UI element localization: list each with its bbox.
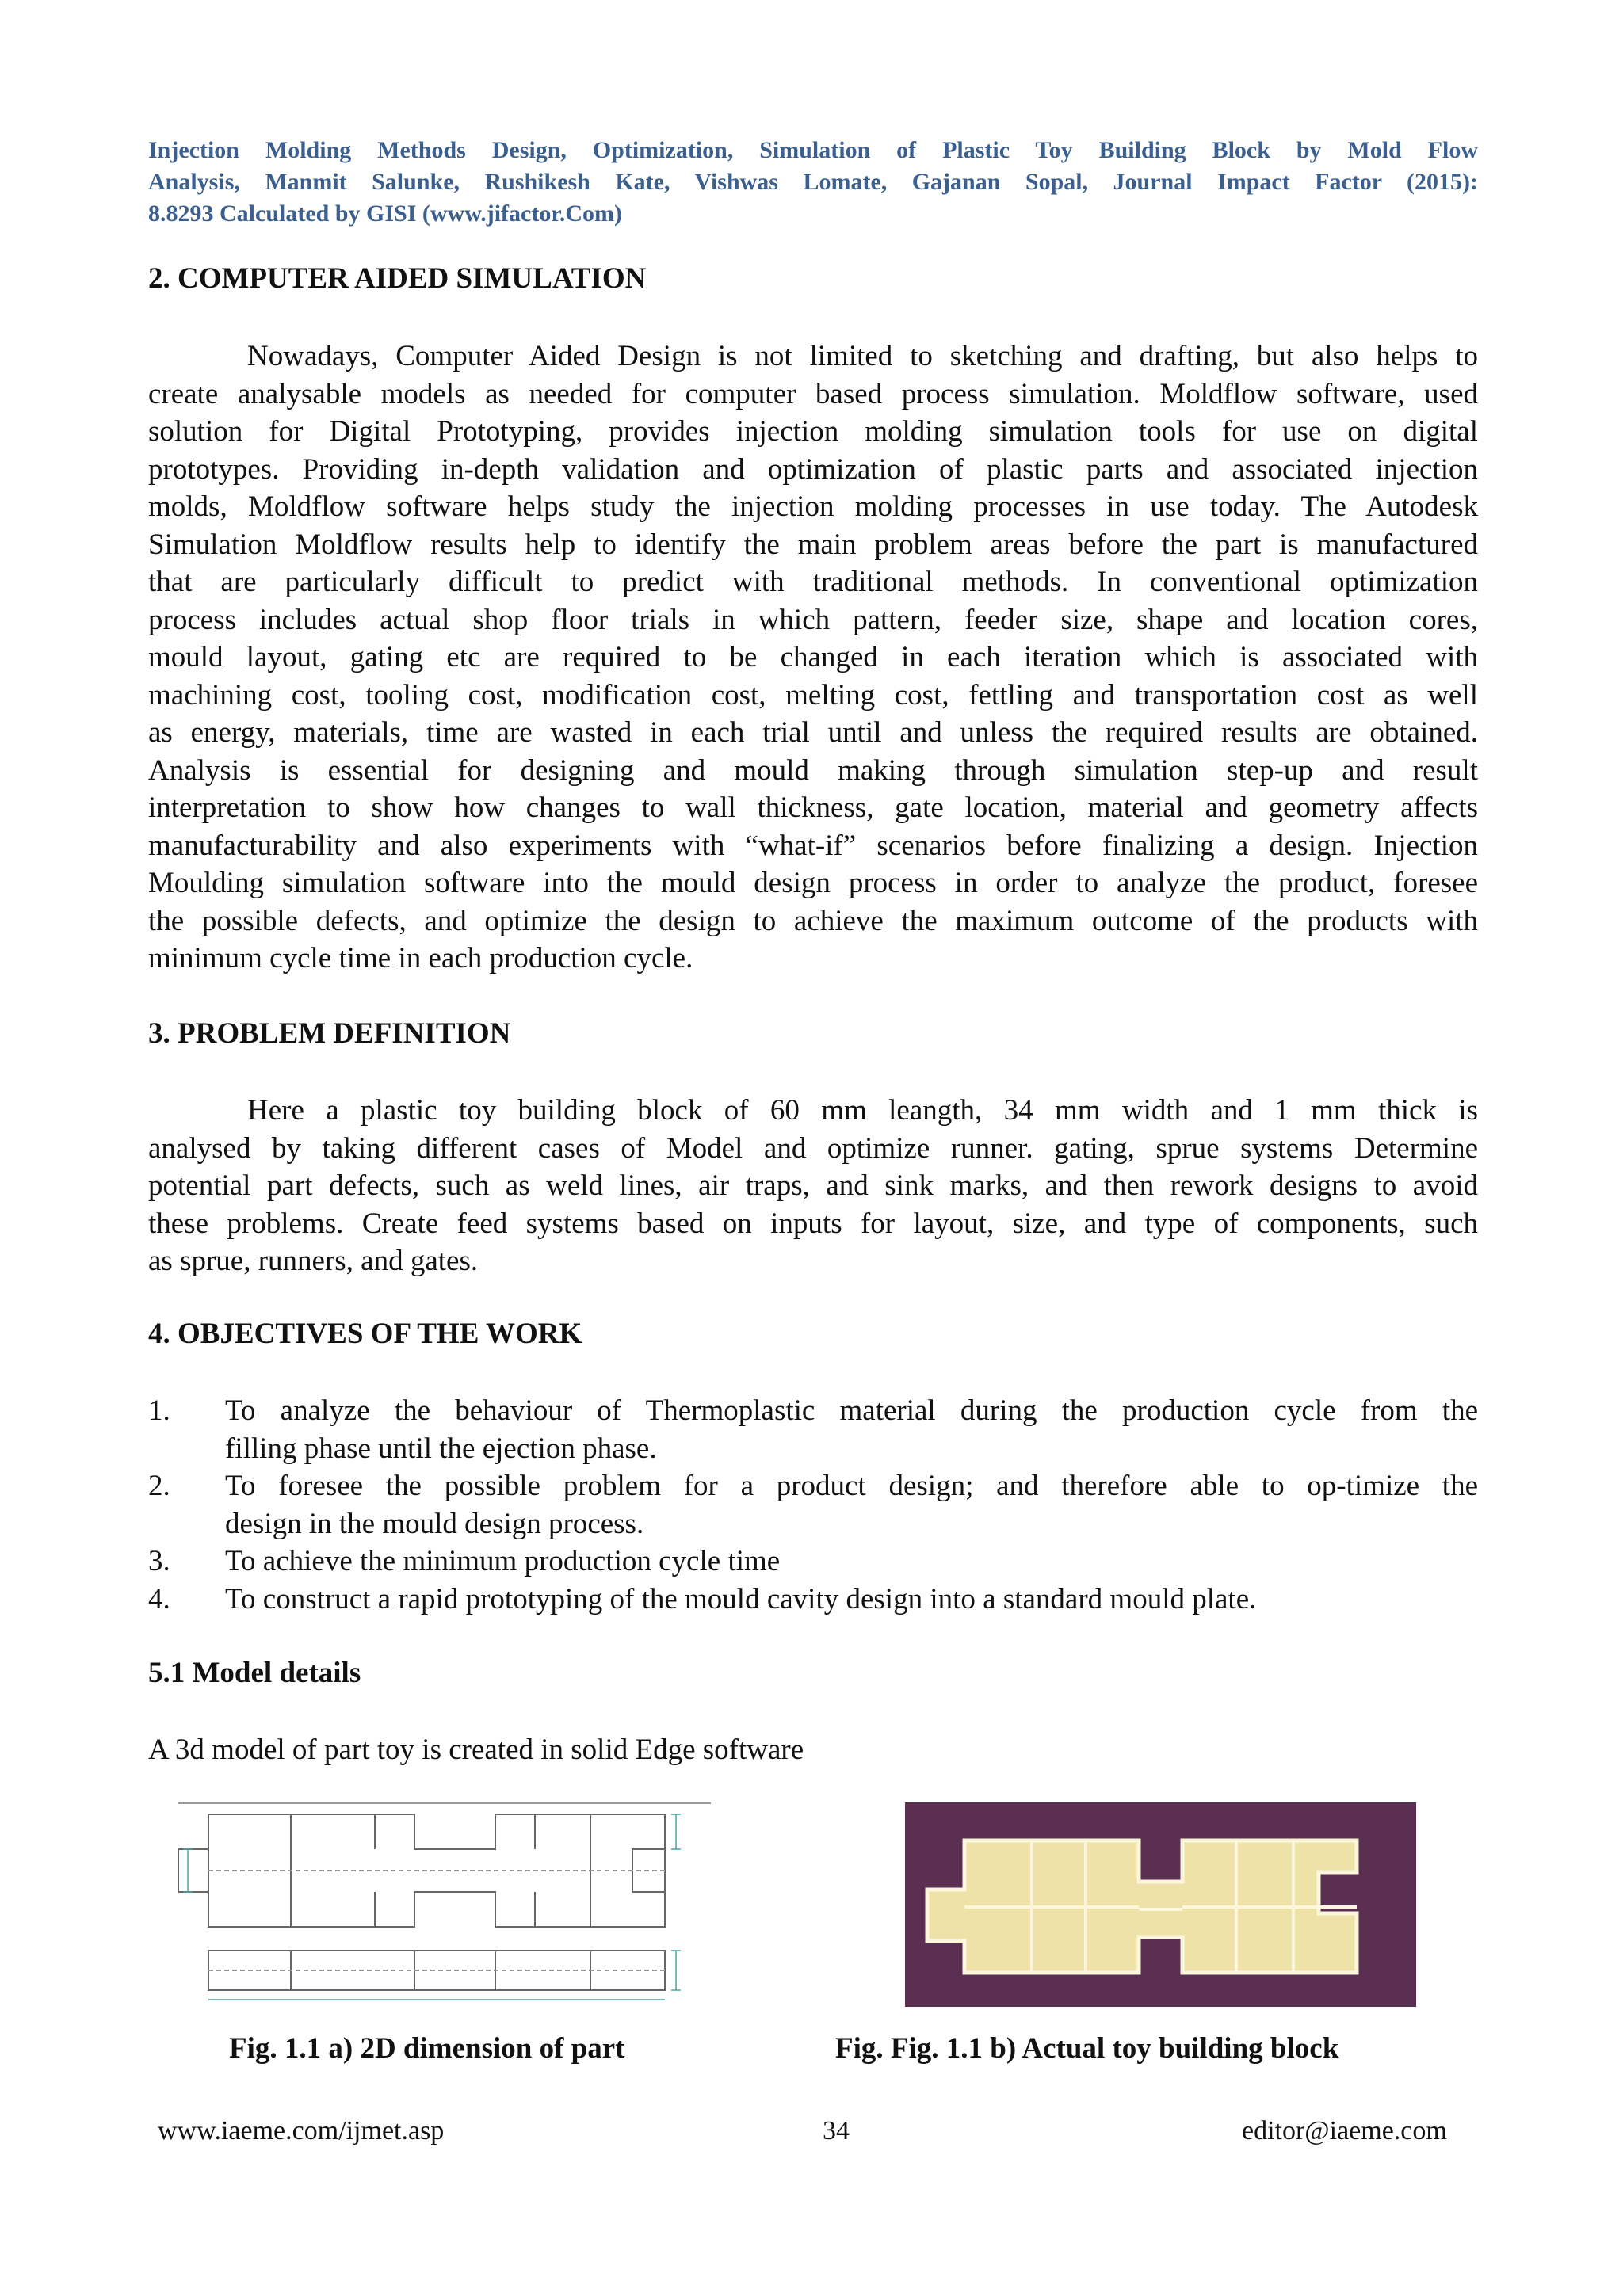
section-4-heading: 4. OBJECTIVES OF THE WORK bbox=[148, 1318, 582, 1350]
running-header bbox=[148, 135, 1478, 230]
list-item bbox=[148, 1581, 1478, 1619]
section-5-1-heading: 5.1 Model details bbox=[148, 1657, 361, 1689]
text-line: mould layout, gating etc are required to be changed in each iteration which is associated with bbox=[148, 641, 1478, 673]
page-number: 34 bbox=[823, 2116, 850, 2145]
text-line: process includes actual shop floor trials in which pattern, feeder size, shape and location cores, bbox=[148, 603, 1478, 636]
text-line: design in the mould design process. bbox=[225, 1507, 644, 1540]
text-line: To analyze the behaviour of Thermoplastic material during the production cycle from the bbox=[225, 1394, 1478, 1427]
text-line: To foresee the possible problem for a product design; and therefore able to op-timize the bbox=[225, 1470, 1478, 1502]
section-2-heading: 2. COMPUTER AIDED SIMULATION bbox=[148, 262, 647, 295]
text-line: Nowadays, Computer Aided Design is not limited to sketching and drafting, but also helps to bbox=[247, 340, 1478, 372]
footer-email: editor@iaeme.com bbox=[1242, 2116, 1447, 2145]
text-line: A 3d model of part toy is created in solid Edge software bbox=[148, 1733, 804, 1766]
header-line: Analysis, Manmit Salunke, Rushikesh Kate, Vishwas Lomate, Gajanan Sopal, Journal Impact Factor (2015): bbox=[148, 169, 1478, 195]
footer-website: www.iaeme.com/ijmet.asp bbox=[158, 2116, 445, 2145]
text-line: Analysis is essential for designing and mould making through simulation step-up and result bbox=[148, 753, 1478, 787]
figure-2d-dimension-drawing bbox=[178, 1800, 717, 2006]
text-line: potential part defects, such as weld lines, air traps, and sink marks, and then rework designs to avoid bbox=[148, 1169, 1478, 1202]
text-line: these problems. Create feed systems based on inputs for layout, size, and type of components, such bbox=[148, 1207, 1478, 1240]
text-line: that are particularly difficult to predict with traditional methods. In conventional optimization bbox=[148, 566, 1478, 598]
section-3-body bbox=[148, 1092, 1478, 1280]
text-line: To achieve the minimum production cycle time bbox=[225, 1545, 781, 1577]
objectives-list bbox=[148, 1392, 1478, 1618]
text-line: the possible defects, and optimize the design to achieve the maximum outcome of the products with bbox=[148, 904, 1478, 937]
header-line: 8.8293 Calculated by GISI (www.jifactor.Com) bbox=[148, 200, 623, 227]
section-5-1-body bbox=[148, 1731, 1478, 1769]
text-line: as energy, materials, time are wasted in each trial until and unless the required results are obtained. bbox=[148, 716, 1478, 749]
list-number: 3. bbox=[148, 1545, 170, 1577]
list-number: 1. bbox=[148, 1394, 170, 1427]
list-item bbox=[148, 1392, 1478, 1467]
text-line: interpretation to show how changes to wall thickness, gate location, material and geometry affects bbox=[148, 791, 1478, 824]
text-line: prototypes. Providing in-depth validation and optimization of plastic parts and associated injection bbox=[148, 452, 1478, 486]
text-line: solution for Digital Prototyping, provides injection molding simulation tools for use on digital bbox=[148, 415, 1478, 448]
list-item bbox=[148, 1467, 1478, 1543]
text-line: Moulding simulation software into the mould design process in order to analyze the product, foresee bbox=[148, 867, 1478, 899]
text-line: Here a plastic toy building block of 60 mm leangth, 34 mm width and 1 mm thick is bbox=[247, 1094, 1478, 1127]
text-line: filling phase until the ejection phase. bbox=[225, 1432, 657, 1465]
text-line: create analysable models as needed for computer based process simulation. Moldflow software, used bbox=[148, 377, 1478, 410]
figure-caption-b: Fig. Fig. 1.1 b) Actual toy building block bbox=[835, 2032, 1339, 2065]
list-number: 2. bbox=[148, 1470, 170, 1502]
text-line: To construct a rapid prototyping of the mould cavity design into a standard mould plate. bbox=[225, 1582, 1257, 1615]
text-line: as sprue, runners, and gates. bbox=[148, 1245, 479, 1277]
figure-caption-a: Fig. 1.1 a) 2D dimension of part bbox=[229, 2032, 625, 2065]
section-2-body bbox=[148, 338, 1478, 978]
text-line: minimum cycle time in each production cycle. bbox=[148, 942, 693, 974]
text-line: Simulation Moldflow results help to identify the main problem areas before the part is manufactured bbox=[148, 528, 1478, 561]
section-3-heading: 3. PROBLEM DEFINITION bbox=[148, 1017, 511, 1050]
text-line: molds, Moldflow software helps study the injection molding processes in use today. The Autodesk bbox=[148, 490, 1478, 523]
text-line: manufacturability and also experiments with “what-if” scenarios before finalizing a design. Injection bbox=[148, 829, 1478, 862]
list-number: 4. bbox=[148, 1582, 170, 1615]
text-line: analysed by taking different cases of Model and optimize runner. gating, sprue systems Determine bbox=[148, 1131, 1478, 1165]
list-item bbox=[148, 1543, 1478, 1581]
text-line: machining cost, tooling cost, modification cost, melting cost, fettling and transportation cost as well bbox=[148, 678, 1478, 711]
figure-toy-block-photo bbox=[905, 1802, 1416, 2007]
header-line: Injection Molding Methods Design, Optimization, Simulation of Plastic Toy Building Block by Mold Flow bbox=[148, 137, 1478, 163]
